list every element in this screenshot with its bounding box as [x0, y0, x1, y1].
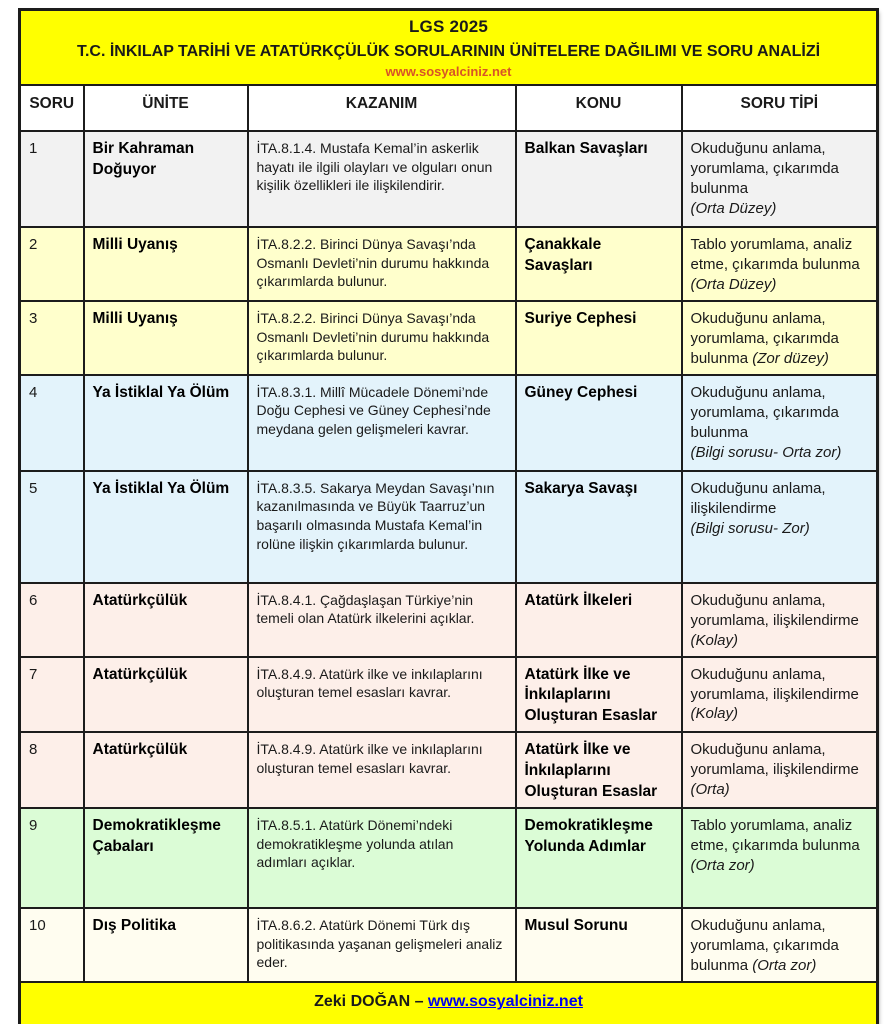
difficulty-note: (Orta zor) [690, 857, 755, 875]
soru-cell: 4 [20, 375, 84, 471]
column-header-soru: SORU [20, 85, 84, 131]
kazanim-cell: İTA.8.3.5. Sakarya Meydan Savaşı’nın kazanılmasında ve Büyük Taarruz’un başarılı olmasında Mustafa Kemal’in rolüne ilişkin çıkarımlarda bulunur. [248, 471, 516, 583]
column-header-unite: ÜNİTE [84, 85, 248, 131]
table-row-10 [20, 908, 878, 982]
table-row-9 [20, 808, 878, 908]
column-header-kazanim: KAZANIM [248, 85, 516, 131]
konu-cell: Çanakkale Savaşları [516, 227, 682, 301]
table-row-4 [20, 375, 878, 471]
soru-cell: 9 [20, 808, 84, 908]
soru-tipi-cell: Okuduğunu anlama, yorumlama, ilişkilendirme (Orta) [682, 732, 878, 808]
unite-cell: Atatürkçülük [84, 657, 248, 733]
kazanim-cell: İTA.8.1.4. Mustafa Kemal’in askerlik hayatı ile ilgili olayları ve olguları onun kişilik özellikleri ile ilişkilendirir. [248, 131, 516, 227]
difficulty-note: (Kolay) [690, 631, 739, 649]
analysis-table [18, 8, 879, 1024]
difficulty-note: (Orta Düzey) [690, 276, 777, 294]
soru-tipi-cell: Okuduğunu anlama, yorumlama, ilişkilendirme (Kolay) [682, 657, 878, 733]
page-title-line2: T.C. İNKILAP TARİHİ VE ATATÜRKÇÜLÜK SORULARININ ÜNİTELERE DAĞILIMI VE SORU ANALİZİ [76, 42, 821, 60]
soru-tipi-cell: Tablo yorumlama, analiz etme, çıkarımda bulunma (Orta zor) [682, 808, 878, 908]
soru-cell: 1 [20, 131, 84, 227]
column-header-row [20, 85, 878, 131]
unite-cell: Demokratikleşme Çabaları [84, 808, 248, 908]
difficulty-note: (Orta zor) [752, 957, 817, 975]
difficulty-note: (Zor düzey) [752, 349, 829, 367]
soru-tipi-cell: Okuduğunu anlama, yorumlama, çıkarımda bulunma (Bilgi sorusu- Orta zor) [682, 375, 878, 471]
konu-cell: Musul Sorunu [516, 908, 682, 982]
unite-cell: Atatürkçülük [84, 732, 248, 808]
konu-cell: Atatürk İlke ve İnkılaplarını Oluşturan Esaslar [516, 732, 682, 808]
unite-cell: Ya İstiklal Ya Ölüm [84, 471, 248, 583]
konu-cell: Atatürk İlkeleri [516, 583, 682, 657]
table-row-5 [20, 471, 878, 583]
soru-cell: 5 [20, 471, 84, 583]
table-row-7 [20, 657, 878, 733]
column-header-tip: SORU TİPİ [682, 85, 878, 131]
soru-tipi-cell: Okuduğunu anlama, yorumlama, çıkarımda bulunma (Zor düzey) [682, 301, 878, 375]
konu-cell: Güney Cephesi [516, 375, 682, 471]
unite-cell: Ya İstiklal Ya Ölüm [84, 375, 248, 471]
table-row-3 [20, 301, 878, 375]
footer-row [20, 982, 878, 1024]
page-title-line1: LGS 2025 [408, 17, 489, 36]
footer-banner [20, 982, 878, 1024]
soru-tipi-cell: Okuduğunu anlama, yorumlama, çıkarımda bulunma (Orta Düzey) [682, 131, 878, 227]
unite-cell: Milli Uyanış [84, 301, 248, 375]
unite-cell: Bir Kahraman Doğuyor [84, 131, 248, 227]
konu-cell: Balkan Savaşları [516, 131, 682, 227]
difficulty-note: (Orta Düzey) [690, 199, 777, 217]
kazanim-cell: İTA.8.4.1. Çağdaşlaşan Türkiye’nin temeli olan Atatürk ilkelerini açıklar. [248, 583, 516, 657]
konu-cell: Sakarya Savaşı [516, 471, 682, 583]
kazanim-cell: İTA.8.6.2. Atatürk Dönemi Türk dış politikasında yaşanan gelişmeleri analiz eder. [248, 908, 516, 982]
soru-cell: 10 [20, 908, 84, 982]
footer-website-link[interactable]: www.sosyalciniz.net [427, 993, 583, 1011]
soru-cell: 7 [20, 657, 84, 733]
konu-cell: Demokratikleşme Yolunda Adımlar [516, 808, 682, 908]
table-row-2 [20, 227, 878, 301]
soru-cell: 6 [20, 583, 84, 657]
soru-tipi-cell: Okuduğunu anlama, ilişkilendirme (Bilgi sorusu- Zor) [682, 471, 878, 583]
soru-tipi-cell: Okuduğunu anlama, yorumlama, ilişkilendirme (Kolay) [682, 583, 878, 657]
footer-author: Zeki DOĞAN – [314, 993, 424, 1011]
header-website-link[interactable]: www.sosyalciniz.net [385, 63, 512, 79]
konu-cell: Suriye Cephesi [516, 301, 682, 375]
difficulty-note: (Kolay) [690, 705, 739, 723]
kazanim-cell: İTA.8.4.9. Atatürk ilke ve inkılaplarını oluşturan temel esasları kavrar. [248, 657, 516, 733]
soru-tipi-cell: Tablo yorumlama, analiz etme, çıkarımda bulunma (Orta Düzey) [682, 227, 878, 301]
difficulty-note: (Bilgi sorusu- Zor) [690, 519, 810, 537]
title-banner [20, 10, 878, 86]
difficulty-note: (Bilgi sorusu- Orta zor) [690, 443, 842, 461]
column-header-konu: KONU [516, 85, 682, 131]
soru-cell: 3 [20, 301, 84, 375]
soru-cell: 8 [20, 732, 84, 808]
kazanim-cell: İTA.8.2.2. Birinci Dünya Savaşı’nda Osmanlı Devleti’nin durumu hakkında çıkarımlarda bulunur. [248, 301, 516, 375]
konu-cell: Atatürk İlke ve İnkılaplarını Oluşturan Esaslar [516, 657, 682, 733]
soru-cell: 2 [20, 227, 84, 301]
difficulty-note: (Orta) [690, 781, 730, 799]
kazanim-cell: İTA.8.5.1. Atatürk Dönemi’ndeki demokratikleşme yolunda atılan adımları açıklar. [248, 808, 516, 908]
table-row-1 [20, 131, 878, 227]
kazanim-cell: İTA.8.4.9. Atatürk ilke ve inkılaplarını oluşturan temel esasları kavrar. [248, 732, 516, 808]
soru-tipi-cell: Okuduğunu anlama, yorumlama, çıkarımda bulunma (Orta zor) [682, 908, 878, 982]
unite-cell: Atatürkçülük [84, 583, 248, 657]
unite-cell: Dış Politika [84, 908, 248, 982]
title-banner-row [20, 10, 878, 86]
table-row-8 [20, 732, 878, 808]
kazanim-cell: İTA.8.3.1. Millî Mücadele Dönemi’nde Doğu Cephesi ve Güney Cephesi’nde meydana gelen gelişmeleri kavrar. [248, 375, 516, 471]
table-row-6 [20, 583, 878, 657]
document-table-wrapper [18, 8, 876, 1024]
kazanim-cell: İTA.8.2.2. Birinci Dünya Savaşı’nda Osmanlı Devleti’nin durumu hakkında çıkarımlarda bulunur. [248, 227, 516, 301]
unite-cell: Milli Uyanış [84, 227, 248, 301]
